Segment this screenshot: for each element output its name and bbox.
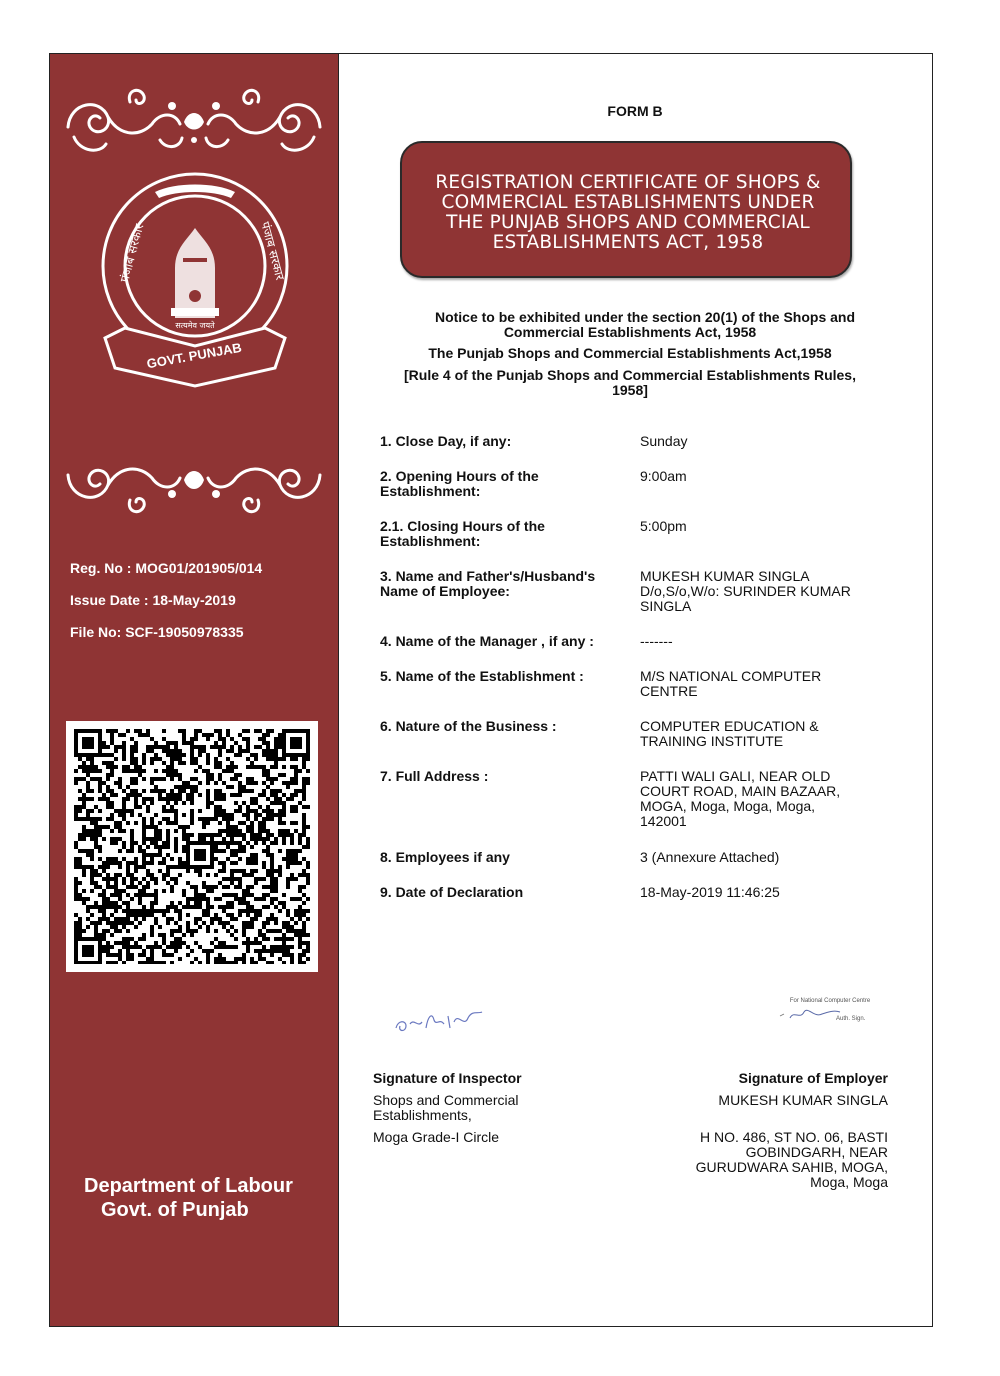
stamp-line: Auth. Sign. [836, 1016, 866, 1022]
emblem-right-text: पंजाब सरकार [258, 220, 288, 282]
qr-code [66, 721, 318, 972]
full-address-label: 7. Full Address : [380, 768, 489, 784]
reg-number: Reg. No : MOG01/201905/014 [70, 560, 263, 576]
sidebar-divider [338, 54, 339, 1326]
punjab-emblem-icon [95, 168, 295, 398]
employer-name: MUKESH KUMAR SINGLA [718, 1092, 888, 1108]
title-line: COMMERCIAL ESTABLISHMENTS UNDER [441, 192, 815, 213]
title-line: REGISTRATION CERTIFICATE OF SHOPS & [435, 172, 821, 193]
department-line-1: Department of Labour [84, 1175, 293, 1197]
business-nature-value: COMPUTER EDUCATION & TRAINING INSTITUTE [640, 718, 819, 749]
department-label [50, 1174, 328, 1222]
closing-hours-value: 5:00pm [640, 518, 687, 534]
closing-hours-label: 2.1. Closing Hours of the Establishment: [380, 518, 545, 549]
employees-label: 8. Employees if any [380, 849, 510, 865]
employee-name-label: 3. Name and Father's/Husband's Name of Employee: [380, 568, 596, 599]
issue-date: Issue Date : 18-May-2019 [70, 592, 236, 608]
form-label: FORM B [607, 103, 663, 119]
certificate-title [408, 173, 848, 253]
notice-line: 1958] [612, 382, 648, 398]
notice-line: Notice to be exhibited under the section 20(1) of the Shops and [434, 309, 856, 325]
department-line-2: Govt. of Punjab [101, 1199, 249, 1221]
employer-signature-title: Signature of Employer [738, 1070, 888, 1086]
full-address-value: PATTI WALI GALI, NEAR OLD COURT ROAD, MAIN BAZAAR, MOGA, Moga, Moga, Moga, 142001 [640, 768, 841, 829]
bottom-ornament-icon [60, 440, 328, 520]
inspector-office: Shops and Commercial Establishments, [373, 1092, 519, 1123]
business-nature-label: 6. Nature of the Business : [380, 718, 557, 734]
establishment-name-label: 5. Name of the Establishment : [380, 668, 584, 684]
establishment-name-value: M/S NATIONAL COMPUTER CENTRE [640, 668, 822, 699]
notice-act-line: The Punjab Shops and Commercial Establishments Act,1958 [428, 345, 832, 361]
emblem-govt-label: GOVT. PUNJAB [145, 339, 243, 372]
close-day-value: Sunday [640, 433, 688, 449]
title-line: THE PUNJAB SHOPS AND COMMERCIAL [446, 212, 810, 233]
inspector-circle: Moga Grade-I Circle [373, 1129, 500, 1145]
file-number: File No: SCF-19050978335 [70, 624, 244, 640]
notice-section [380, 310, 880, 340]
qr-finder-top-right [282, 729, 310, 757]
declaration-date-value: 18-May-2019 11:46:25 [640, 884, 780, 900]
notice-rule [380, 368, 880, 398]
emblem-motto: सत्यमेव जयते [175, 321, 215, 330]
opening-hours-label: 2. Opening Hours of the Establishment: [380, 468, 539, 499]
employee-name-value: MUKESH KUMAR SINGLA D/o,S/o,W/o: SURINDER KUMAR SINGLA [640, 568, 851, 614]
qr-finder-top-left [74, 729, 102, 757]
qr-finder-bottom-left [74, 937, 102, 964]
title-line: ESTABLISHMENTS ACT, 1958 [492, 232, 764, 253]
qr-finder-center [186, 841, 214, 869]
inspector-signature-title: Signature of Inspector [373, 1070, 522, 1086]
inspector-signature-icon [392, 998, 492, 1038]
employer-stamp [770, 998, 890, 1030]
stamp-line: For National Computer Centre [789, 998, 871, 1004]
opening-hours-value: 9:00am [640, 468, 687, 484]
notice-line: [Rule 4 of the Punjab Shops and Commercial Establishments Rules, [404, 367, 856, 383]
employer-signature-icon [770, 1004, 890, 1022]
emblem-left-text: पंजाब सरकार [117, 222, 147, 284]
manager-value: ------- [640, 633, 673, 649]
employer-address: H NO. 486, ST NO. 06, BASTI GOBINDGARH, NEAR GURUDWARA SAHIB, MOGA, Moga, Moga [695, 1129, 888, 1190]
close-day-label: 1. Close Day, if any: [380, 433, 512, 449]
manager-label: 4. Name of the Manager , if any : [380, 633, 594, 649]
declaration-date-label: 9. Date of Declaration [380, 884, 524, 900]
employees-value: 3 (Annexure Attached) [640, 849, 780, 865]
top-ornament-icon [60, 82, 328, 162]
qr-code-icon [74, 729, 310, 964]
notice-line: Commercial Establishments Act, 1958 [503, 324, 757, 340]
